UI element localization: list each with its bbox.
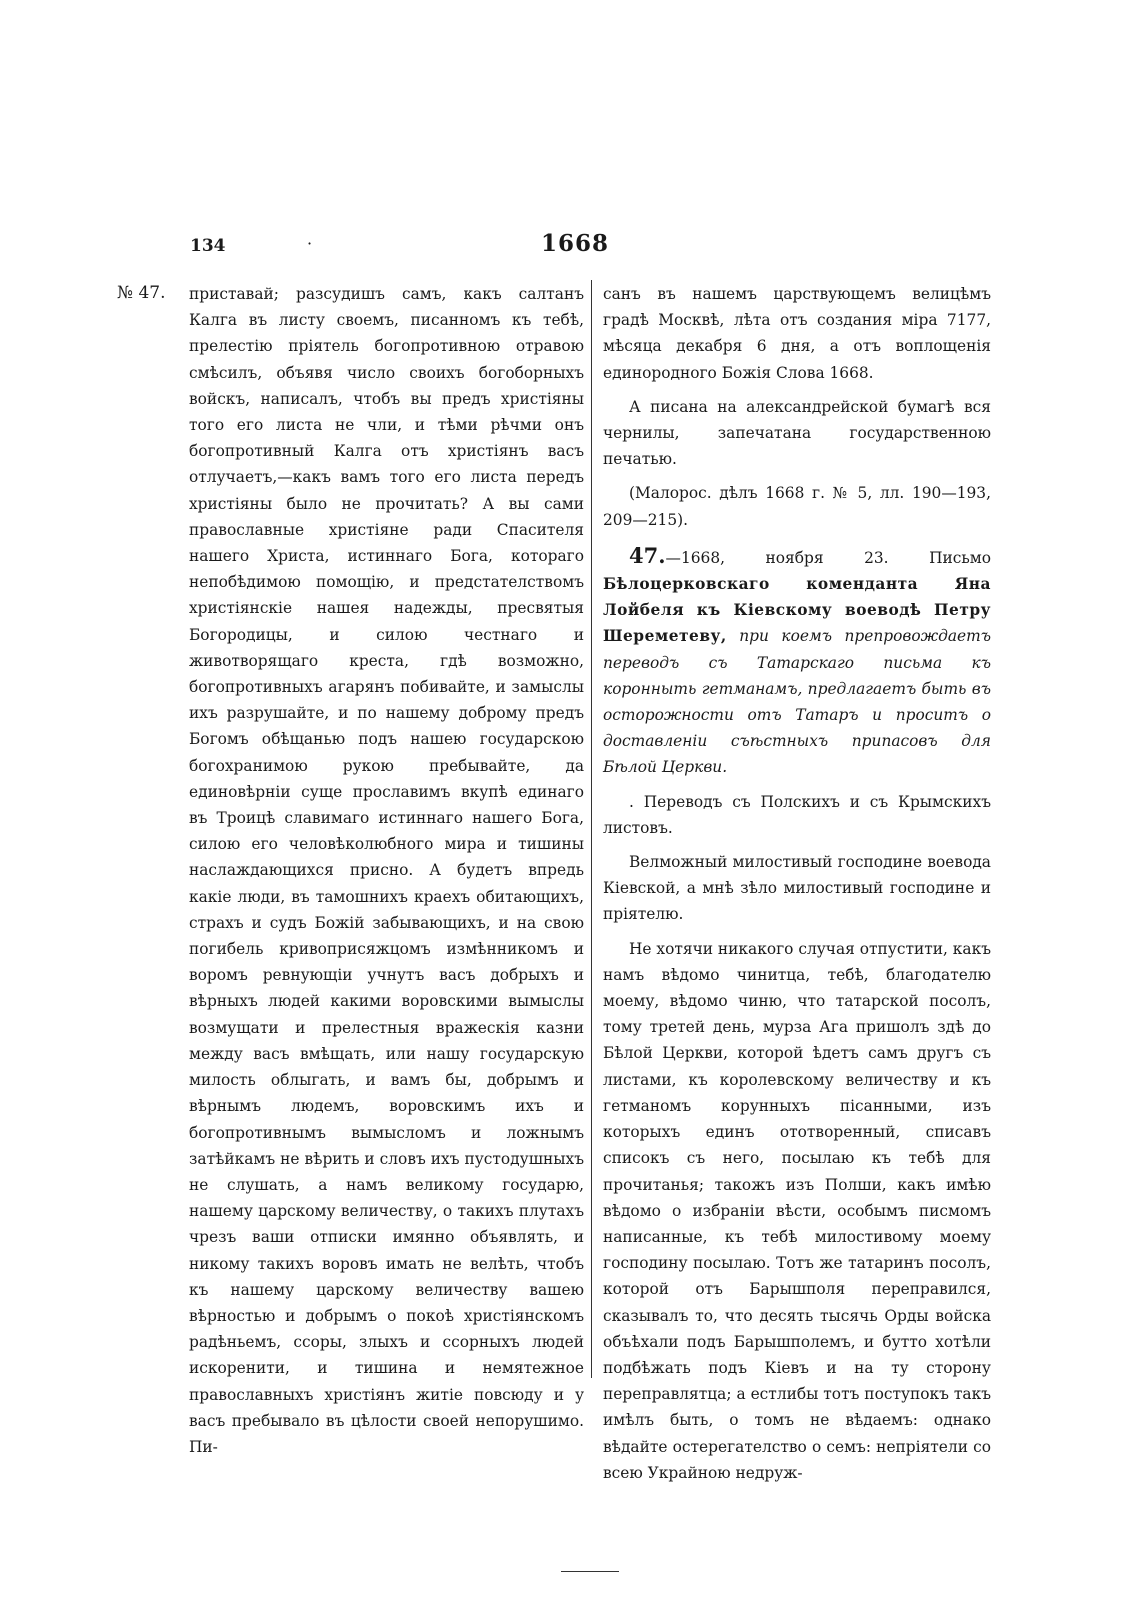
running-year: 1668 [541,230,610,257]
document-date: —1668, ноября 23. Письмо [665,548,991,567]
document-number: 47. [629,542,666,568]
right-column [603,281,991,1494]
document-heading [603,543,991,781]
salutation: Велможный милостивый господине воевода Кіевской, а мнѣ зѣло милостивый господине и пріятелю. [603,853,991,924]
document-title: Бѣлоцерковскаго коменданта Яна Лойбеля къ Кіевскому воеводѣ Петру Шереметеву, [603,575,991,646]
document-marker: № 47. [117,283,166,303]
translation-note: . Переводъ съ Полскихъ и съ Крымскихъ листовъ. [603,792,991,837]
page-number: 134 [190,236,226,256]
column-divider [591,280,592,1378]
archive-source: (Малорос. дѣлъ 1668 г. № 5, лл. 190—193, 209—215). [603,484,991,529]
header-separator: · [307,234,313,253]
paper-note: А писана на александрейской бумагѣ вся чернилы, запечатана государственною печатью. [603,397,991,469]
bottom-rule [561,1571,619,1572]
charter-continuation: санъ въ нашемъ царствующемъ велицѣмъ градѣ Москвѣ, лѣта отъ создания міра 7177, мѣсяца декабря 6 дня, а отъ воплощенія единородного Божія Слова 1668. [603,285,991,382]
document-summary: при коемъ препровождаетъ переводъ съ Татарскаго письма къ коронныть гетманамъ, предлагаетъ быть въ осторожности отъ Татаръ и проситъ о доставленіи съѣстныхъ припасовъ для Бѣлой Церкви. [603,627,991,777]
letter-body: Не хотячи никакого случая отпустити, какъ намъ вѣдомо чинитца, тебѣ, благодателю моему, вѣдомо чиню, что татарской посолъ, тому третей день, мурза Ага пришолъ здѣ до Бѣлой Церкви, которой ѣдетъ самъ другъ съ листами, къ королевскому величеству и къ гетманомъ корунныхъ пісанными, изъ которыхъ единъ ототворенный, списавъ списокъ съ него, посылаю къ тебѣ для прочитанья; такожъ изъ Полши, какъ имѣю вѣдомо о избраніи вѣсти, особымъ писмомъ написанные, къ тебѣ милостивому моему господину посылаю. Тотъ же татаринъ посолъ, которой отъ Барышполя переправился, сказывалъ то, что десять тысячь Орды войска объѣхали подъ Барышполемъ, и бутто хотѣли подбѣжать подъ Кіевъ и на ту сторону переправлятца; а естлибы тотъ поступокъ такъ имѣлъ быть, о томъ не вѣдаемъ: однако вѣдайте остерегателство о семъ: непріятели со всею Украйною недруж- [603,939,991,1482]
left-column-text: приставай; разсудишъ самъ, какъ салтанъ Калга въ листу своемъ, писанномъ къ тебѣ, прелестію пріятель богопротивною отравою смѣсилъ, объявя число своихъ богоборныхъ войскъ, написалъ, чтобъ вы предъ христіяны того его листа не чли, и тѣми рѣчми онъ богопротивный Калга отъ христіянъ васъ отлучаетъ,—какъ вамъ того его листа передъ христіяны было не прочитать? А вы сами православные христіяне ради Спасителя нашего Христа, истиннаго Бога, котораго непобѣдимою помощію, и предстателствомъ христіянскіе нашея надежды, пресвятыя Богородицы, и силою честнаго и животворящаго креста, гдѣ возможно, богопротивныхъ агарянъ побивайте, и замыслы ихъ разрушайте, и по нашему доброму предъ Богомъ обѣщанью подъ нашею государскою богохранимою рукою пребывайте, да единовѣрніи суще прославимъ вкупѣ единаго въ Троицѣ славимаго истиннаго нашего Бога, силою его человѣколюбного мира и тишины наслаждающихся присно. А будетъ впредь какіе люди, въ тамошнихъ краехъ обитающихъ, страхъ и судъ Божій забывающихъ, и на свою погибель кривоприсяжцомъ измѣнникомъ и воромъ ревнующіи учнутъ васъ добрыхъ и вѣрныхъ людей какими воровскими вымыслы возмущати и прелестныя вражескія казни между васъ вмѣщать, или нашу государскую милость облыгать, и вамъ бы, добрымъ и вѣрнымъ людемъ, воровскимъ ихъ и богопротивнымъ вымысломъ и ложнымъ затѣйкамъ не вѣрить и словъ ихъ пустодушныхъ не слушать, а намъ великому государю, нашему царскому величеству, о такихъ плутахъ чрезъ ваши отписки имянно объявлять, и никому такихъ воровъ имать не велѣть, чтобъ къ нашему царскому величеству вашею вѣрностью и добрымъ о покоѣ христіянскомъ радѣньемъ, ссоры, злыхъ и ссорныхъ людей искоренити, и тишина и немятежное православныхъ христіянъ житіе повсюду и у васъ пребывало въ цѣлости своей непорушимо. Пи- [189,285,584,1456]
left-column [189,281,584,1460]
